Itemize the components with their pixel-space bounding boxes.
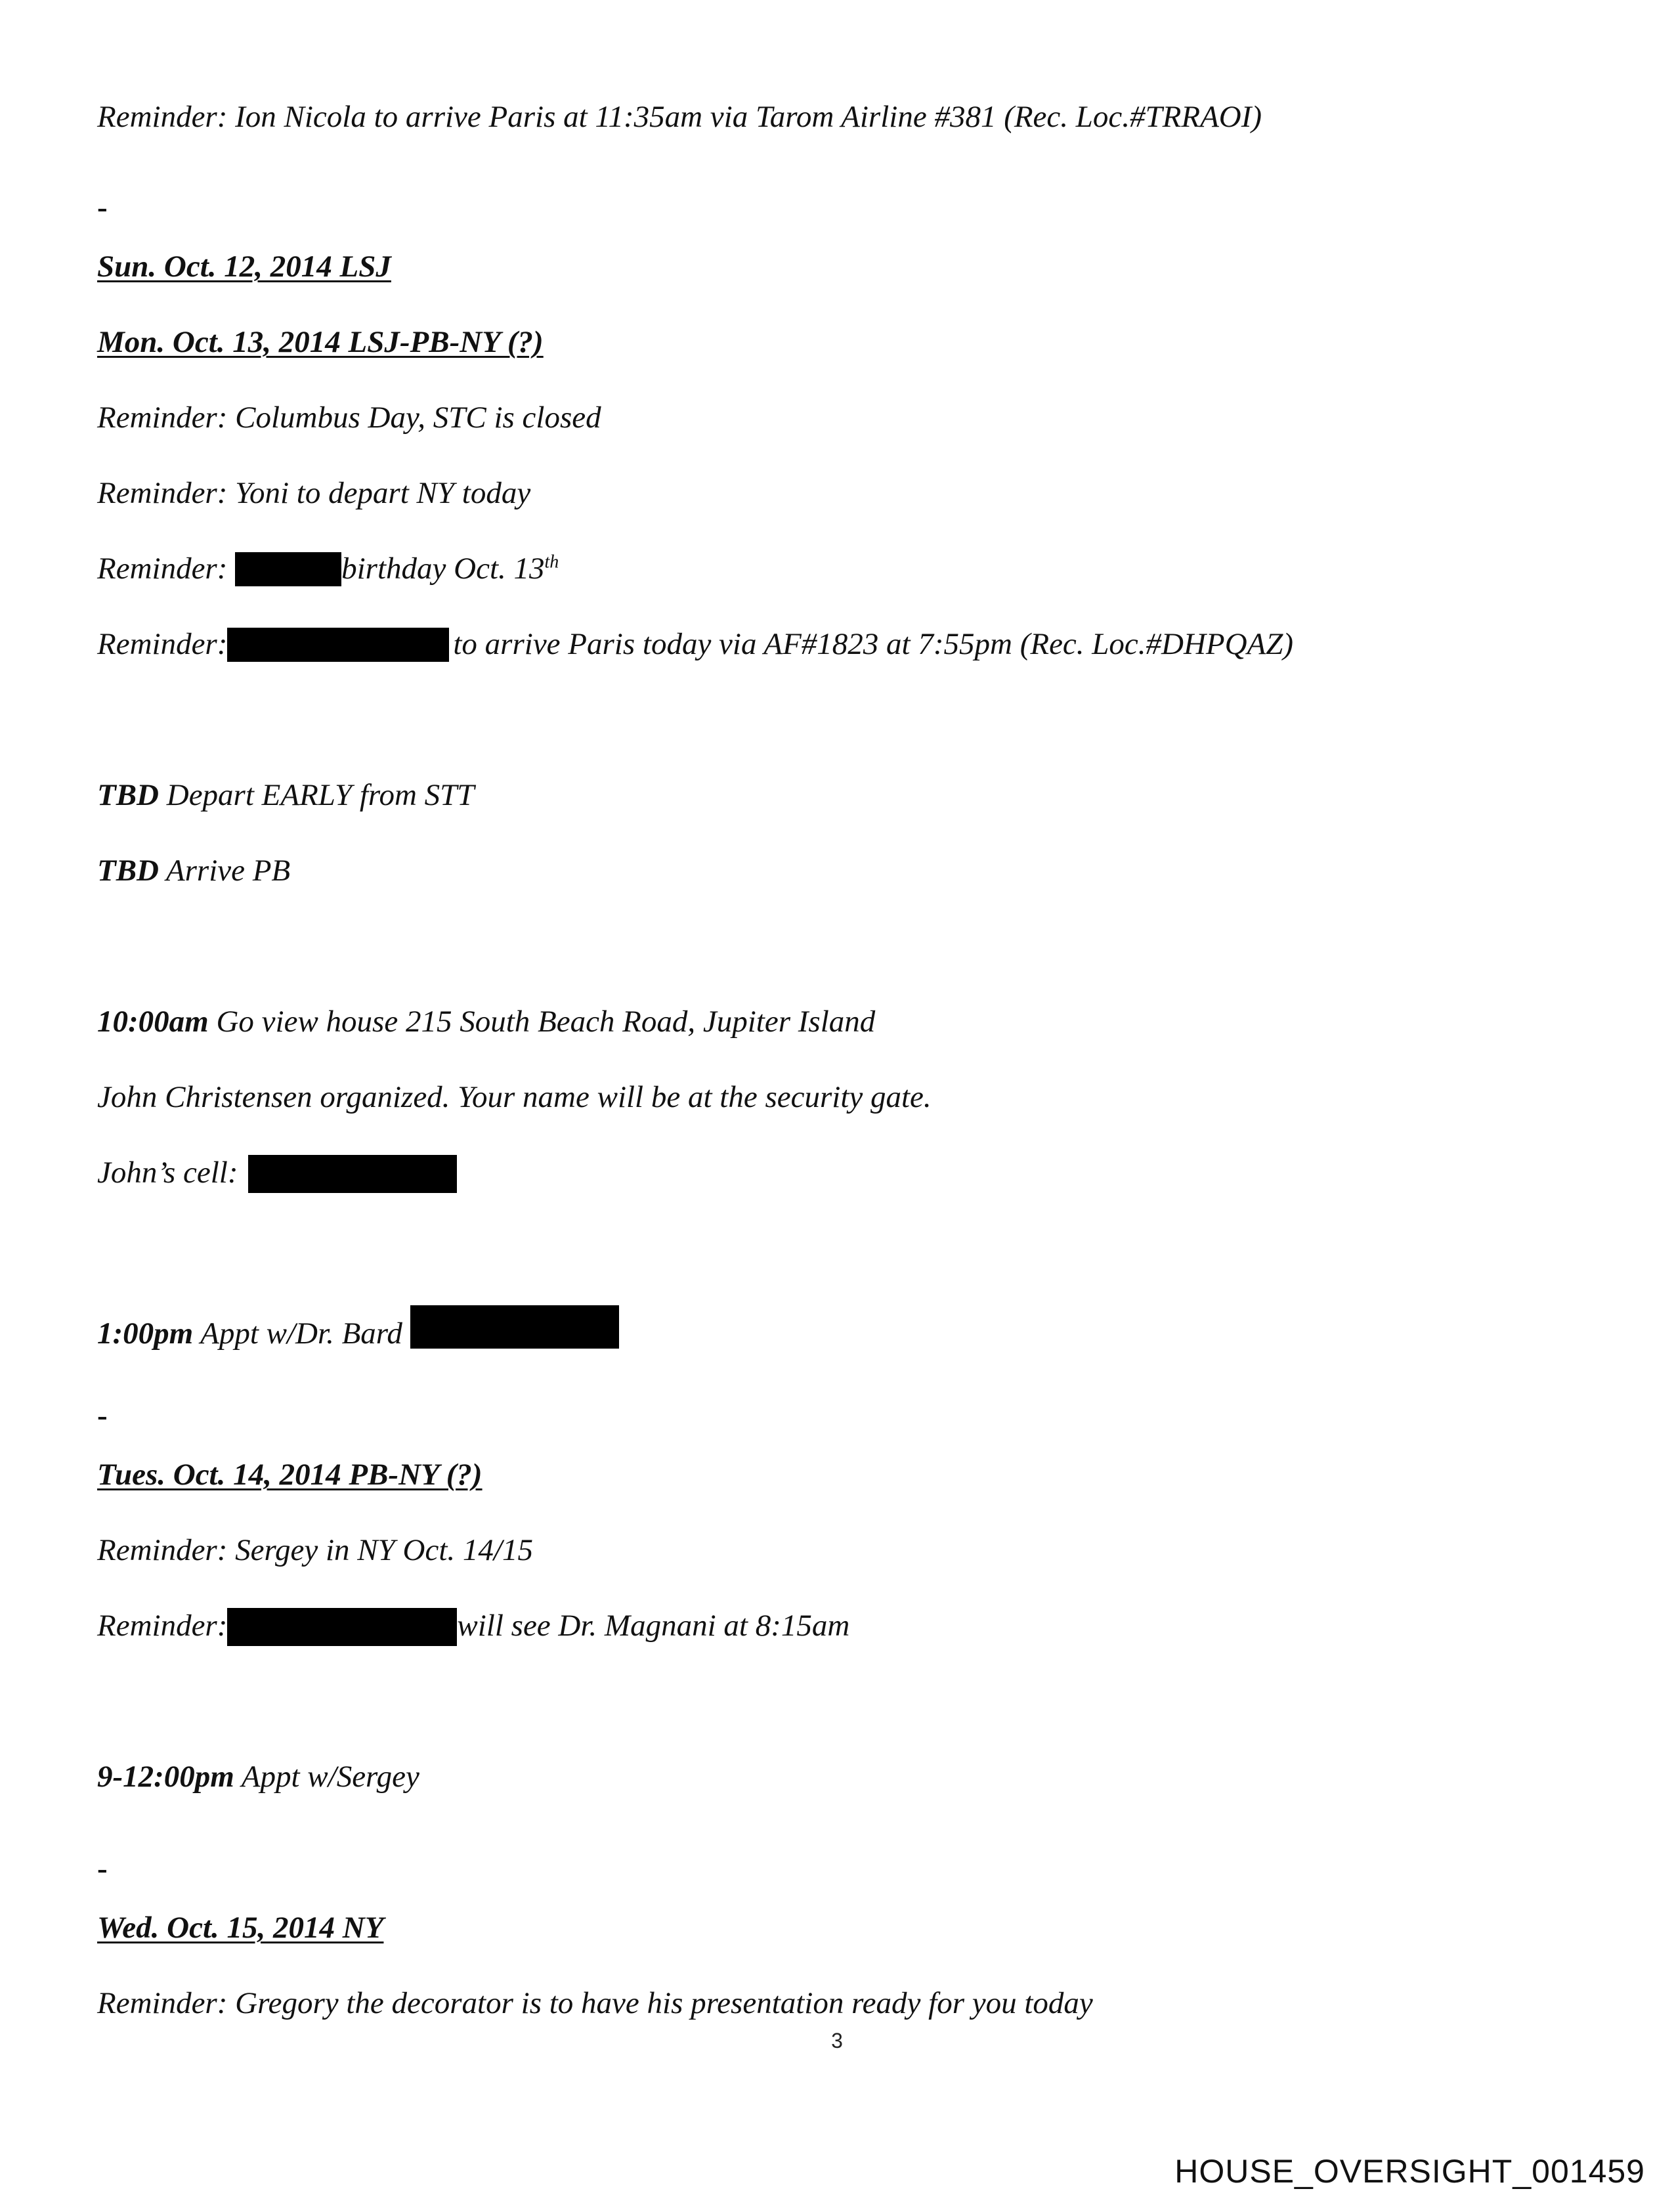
redaction-box [235, 552, 341, 586]
redaction-box [410, 1305, 619, 1349]
reminder-ion-nicola: Reminder: Ion Nicola to arrive Paris at 11:35am via Tarom Airline #381 (Rec. Loc.#TRRAOI) [97, 100, 1262, 134]
entry-appt-dr-bard [97, 1305, 619, 1352]
note-john-christensen: John Christensen organized. Your name will be at the security gate. [97, 1080, 932, 1114]
reminder-sergey: Reminder: Sergey in NY Oct. 14/15 [97, 1533, 533, 1567]
reminder-label: Reminder: [97, 1609, 228, 1643]
reminder-label: Reminder: [97, 627, 228, 661]
separator-dash: - [97, 1399, 108, 1433]
day-heading-oct-15: Wed. Oct. 15, 2014 NY [97, 1911, 384, 1945]
separator-dash: - [97, 1852, 108, 1886]
entry-text: Go view house 215 South Beach Road, Jupiter Island [208, 1005, 876, 1039]
redaction-box [227, 628, 449, 662]
reminder-yoni-depart: Reminder: Yoni to depart NY today [97, 476, 531, 510]
entry-text: Depart EARLY from STT [159, 778, 475, 812]
entry-time: 1:00pm [97, 1316, 194, 1351]
entry-time: TBD [97, 854, 159, 888]
note-johns-cell [97, 1154, 457, 1193]
entry-text: Appt w/Sergey [234, 1760, 419, 1794]
cell-label: John’s cell: [97, 1156, 246, 1190]
reminder-columbus-day: Reminder: Columbus Day, STC is closed [97, 401, 601, 435]
redaction-box [248, 1155, 457, 1193]
redaction-box [227, 1608, 457, 1646]
entry-time: 10:00am [97, 1005, 209, 1039]
entry-view-house [97, 1003, 875, 1040]
entry-text: Appt w/Dr. Bard [193, 1316, 410, 1351]
birthday-text: birthday Oct. 13 [341, 552, 545, 586]
reminder-dr-magnani [97, 1607, 849, 1646]
entry-arrive-pb [97, 852, 290, 889]
day-heading-oct-12: Sun. Oct. 12, 2014 LSJ [97, 249, 391, 284]
document-id: HOUSE_OVERSIGHT_001459 [1174, 2153, 1645, 2190]
reminder-gregory-decorator: Reminder: Gregory the decorator is to have his presentation ready for you today [97, 1986, 1093, 2020]
reminder-birthday [97, 550, 559, 587]
entry-time: TBD [97, 778, 159, 812]
day-heading-oct-14: Tues. Oct. 14, 2014 PB-NY (?) [97, 1458, 483, 1492]
separator-dash: - [97, 190, 108, 225]
entry-text: Arrive PB [159, 854, 291, 888]
reminder-label: Reminder: [97, 552, 236, 586]
entry-depart-stt [97, 777, 474, 813]
arrive-paris-text: to arrive Paris today via AF#1823 at 7:55pm (Rec. Loc.#DHPQAZ) [453, 627, 1294, 661]
reminder-arrive-paris [97, 626, 1293, 662]
magnani-text: will see Dr. Magnani at 8:15am [457, 1609, 850, 1643]
ordinal-suffix: th [544, 552, 559, 573]
day-heading-oct-13: Mon. Oct. 13, 2014 LSJ-PB-NY (?) [97, 325, 544, 359]
page-number: 3 [831, 2029, 843, 2052]
entry-appt-sergey [97, 1758, 419, 1795]
entry-time: 9-12:00pm [97, 1760, 234, 1794]
